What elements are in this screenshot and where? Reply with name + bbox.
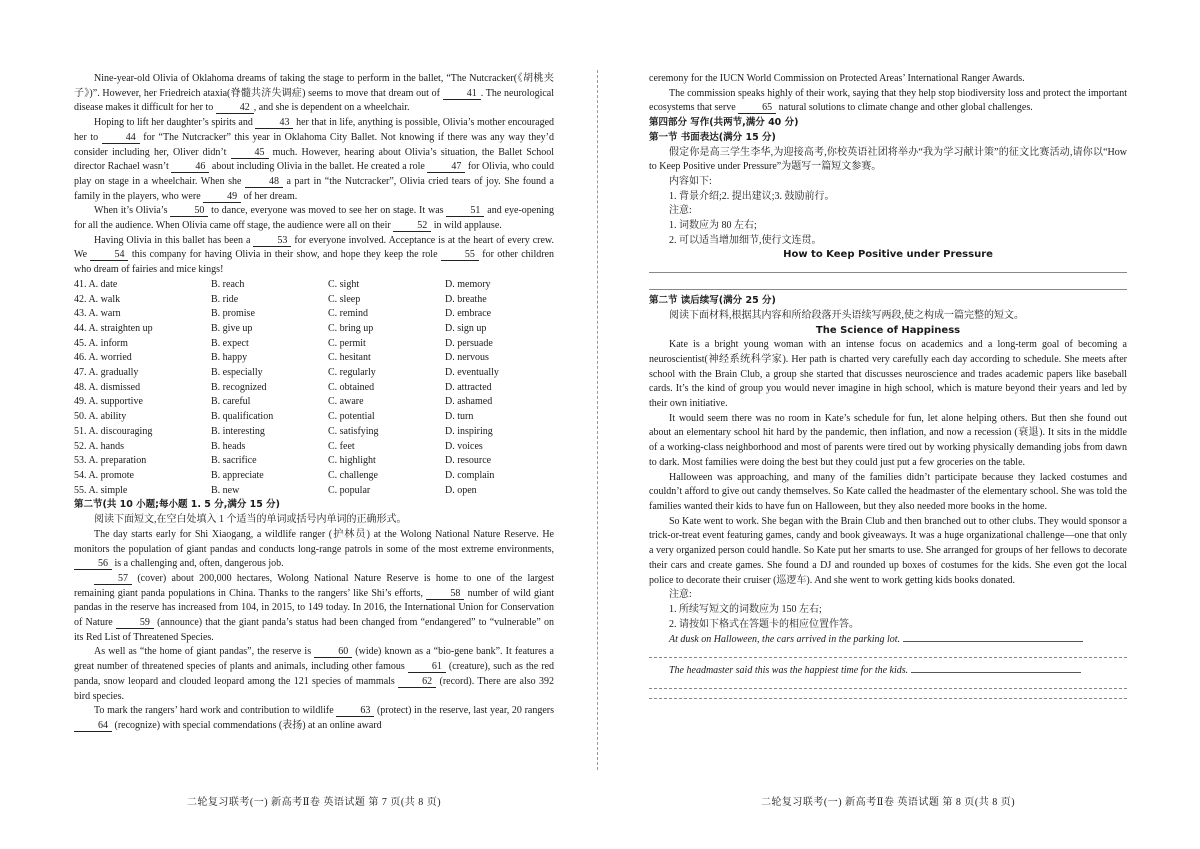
option-C[interactable]: C. remind [328,308,368,320]
page-8 [649,0,1127,849]
passage-text: (wide) known as a “bio-gene bank”. It features a great number of threatened species of plants and animals, including other famous [74,646,554,673]
option-D[interactable]: D. voices [445,440,483,452]
option-B[interactable]: B. careful [211,396,251,408]
option-row [74,484,554,499]
option-D[interactable]: D. embrace [445,308,492,320]
passage-text: The day starts early for Shi Xiaogang, a wildlife ranger (护林员) at the Wolong National Nature Reserve. He monitors the population of giant pandas and conducts long-range patrols in some of the most extreme environments, [74,528,554,555]
option-A[interactable]: 54. A. promote [74,469,134,481]
option-row [74,381,554,396]
option-C[interactable]: C. challenge [328,469,378,481]
option-B[interactable]: B. expect [211,337,249,349]
option-B[interactable]: B. promise [211,308,255,320]
sec1-heading: 第一节 书面表达(满分 15 分) [649,131,776,143]
blank-47[interactable]: 47 [427,161,465,173]
passage-text: of her dream. [241,190,298,202]
option-B[interactable]: B. give up [211,322,253,334]
option-B[interactable]: B. reach [211,278,245,290]
passage-text: much. However, hearing about Olivia’s situation, the Ballet School director Rachael wasn’t [74,146,554,173]
blank-65[interactable]: 65 [738,102,776,114]
page-8-column [649,72,1127,699]
essay-title: How to Keep Positive under Pressure [783,249,993,261]
answer-line[interactable] [649,273,1127,290]
answer-line[interactable] [903,632,1083,642]
option-A[interactable]: 49. A. supportive [74,396,143,408]
passage-text: (protect) in the reserve, last year, 20 rangers [374,705,554,717]
blank-54[interactable]: 54 [90,249,128,261]
passage-a-paragraph [74,204,554,233]
option-row [74,322,554,337]
passage-text: for Olivia, who could play on stage in a wheelchair. When she [74,161,555,187]
blank-53[interactable]: 53 [253,235,291,247]
answer-line[interactable] [649,648,1127,658]
passage-text: for everyone involved. Acceptance is at the heart of every crew. We [74,234,554,261]
story-paragraph: Kate is a bright young woman with an intense focus on academics and a long-term goal of becoming a neuroscientist(神经系统科学家). Her path is charted very carefully each day according to schedule. She meets after school with the Brain Club, a group she started that discusses neuroscience and trades academic papers like baseball cards. It’s the kind of group you would never imagine in high school, which is mature beyond their years and led by their own initiative. [649,339,1127,410]
option-D[interactable]: D. ashamed [445,396,493,408]
passage-text: (record). There are also 392 bird species. [74,675,554,702]
option-B[interactable]: B. especially [211,367,263,379]
passage-text: (creature), such as the red panda, snow leopard and clouded leopard among the 121 species of mammals [74,661,555,687]
option-A[interactable]: 45. A. inform [74,337,128,349]
passage-text: and eye-opening for all the audience. When Olivia came off stage, the audience were all on their [74,205,554,232]
option-D[interactable]: D. attracted [445,381,492,393]
option-row [74,395,554,410]
sec1-intro: 假定你是高三学生李华,为迎接高考,你校英语社团将举办“我为学习献计策”的征文比赛活动,请你以“How to Keep Positive under Pressure”为题写一篇短文参赛。 [649,146,1127,173]
option-D[interactable]: D. breathe [445,293,487,305]
option-D[interactable]: D. turn [445,411,474,423]
option-C[interactable]: C. bring up [328,322,374,334]
sec2-heading: 第二节 读后续写(满分 25 分) [649,295,776,307]
option-B[interactable]: B. recognized [211,381,267,393]
option-D[interactable]: D. inspiring [445,425,493,437]
answer-line[interactable] [649,263,1127,273]
option-C[interactable]: C. regularly [328,367,376,379]
passage-text: for other children who dream of fairies and mice kings! [74,249,554,276]
option-A[interactable]: 41. A. date [74,278,118,290]
story-paragraph: So Kate went to work. She began with the Brain Club and then branched out to other clubs. They would sponsor a trick-or-treat event featuring games, candy and book giveaways. It was a huge organizational challenge—one that only a very organized person could handle. So Kate put her smarts to use. She arranged for groups of her fellows to decorate their cars and create games. She found a DJ and rounded up boxes of costumes for the kids. She even got the local police to decorate their cruiser (巡逻车). And she went to work getting kids books donated. [649,515,1127,586]
option-row [74,293,554,308]
blank-44[interactable]: 44 [102,132,140,144]
passage-text: As well as “the home of giant pandas”, the reserve is [94,646,315,658]
page-7-footer: 二轮复习联考(一) 新高考Ⅱ卷 英语试题 第 7 页(共 8 页) [186,797,442,808]
story-paragraph: It would seem there was no room in Kate’s schedule for fun, let alone helping others. But then she found out about an elementary school hit hard by the pandemic, then inflation, and now a recession (衰退). It sits in the middle of a working-class neighborhood and most of parents were tired out by working physically demanding jobs from dawn to dark. Most families were doing the best but they could just put a few groceries on the table. [649,412,1127,468]
option-A[interactable]: 51. A. discouraging [74,425,153,437]
passage-text: for “The Nutcracker” this year in Oklahoma City Ballet. Not knowing if there was any way they’d consider including her, Oliver didn’t [74,131,554,158]
blank-52[interactable]: 52 [393,220,431,232]
option-B[interactable]: B. appreciate [211,469,264,481]
column-divider [597,70,598,770]
option-C[interactable]: C. permit [328,337,366,349]
passage-text: . The neurological disease makes it difficult for her to [74,87,554,114]
blank-61[interactable]: 61 [408,661,446,673]
blank-50[interactable]: 50 [170,205,208,217]
option-C[interactable]: C. aware [328,396,364,408]
option-B[interactable]: B. sacrifice [211,455,257,467]
blank-63[interactable]: 63 [336,705,374,717]
option-A[interactable]: 42. A. walk [74,293,121,305]
option-row [74,454,554,469]
passage-text: To mark the rangers’ hard work and contribution to wildlife [94,705,337,717]
answer-line[interactable] [649,679,1127,689]
sec2-instruction: 阅读下面材料,根据其内容和所给段落开头语续写两段,使之构成一篇完整的短文。 [669,309,1024,321]
blank-41[interactable]: 41 [443,88,481,100]
passage-b-paragraph [74,572,554,646]
blank-45[interactable]: 45 [231,147,269,159]
option-C[interactable]: C. highlight [328,455,376,467]
page-7 [74,0,554,849]
option-D[interactable]: D. eventually [445,367,499,379]
option-C[interactable]: C. obtained [328,381,375,393]
passage-a-paragraph [74,234,554,278]
option-row [74,440,554,455]
passage-text: Having Olivia in this ballet has been a [94,234,254,246]
story-title: The Science of Happiness [815,324,961,336]
sec1-note: 1. 词数应为 80 左右; [669,220,757,232]
option-D[interactable]: D. open [445,484,477,496]
page-8-footer: 二轮复习联考(一) 新高考Ⅱ卷 英语试题 第 8 页(共 8 页) [760,797,1016,808]
option-A[interactable]: 50. A. ability [74,411,127,423]
passage-text: her that in life, anything is possible, Olivia’s mother encouraged her to [74,117,555,143]
option-row [74,351,554,366]
option-row [74,337,554,352]
option-row [74,410,554,425]
passage-b-paragraph [649,87,1127,116]
blank-58[interactable]: 58 [426,588,464,600]
passage-text: Hoping to lift her daughter’s spirits and [94,117,256,129]
passage-text: (cover) about 200,000 hectares, Wolong National Nature Reserve is home to one of the largest remaining giant panda populations in China. Thanks to the rangers’ like Shi’s efforts, [74,572,554,599]
passage-text: to dance, everyone was moved to see her on stage. It was [208,205,447,217]
passage-text: this company for having Olivia in their show, and hope they keep the role [128,249,441,261]
blank-64[interactable]: 64 [74,720,112,732]
passage-text: natural solutions to climate change and other global challenges. [776,102,1033,114]
option-D[interactable]: D. complain [445,469,495,481]
sec2-note: 1. 所续写短文的词数应为 150 左右; [669,603,822,615]
sec2-note: 2. 请按如下格式在答题卡的相应位置作答。 [669,618,859,630]
passage-a-paragraph [74,116,554,204]
sec1-note: 2. 可以适当增加细节,使行文连贯。 [669,234,822,246]
option-B[interactable]: B. interesting [211,425,265,437]
passage-b-paragraph [74,704,554,733]
content-points: 1. 背景介绍;2. 提出建议;3. 鼓励前行。 [669,190,835,202]
passage-text: The commission speaks highly of their work, saying that they help stop biodiversity loss and protect the important ecosystems that serve [649,87,1127,114]
option-row [74,307,554,322]
passage-b-continued: ceremony for the IUCN World Commission on Protected Areas’ International Ranger Awards. [649,73,1025,84]
passage-text: (announce) that the giant panda’s status had been changed from “endangered” to “vulnerable” on its Red List of Threatened Species. [74,617,554,643]
option-C[interactable]: C. feet [328,440,355,452]
blank-62[interactable]: 62 [398,676,436,688]
option-A[interactable]: 48. A. dismissed [74,381,141,393]
passage-text: about including Olivia in the ballet. He created a role [209,161,428,173]
blank-51[interactable]: 51 [446,205,484,217]
option-B[interactable]: B. new [211,484,240,496]
blank-46[interactable]: 46 [171,161,209,173]
blank-56[interactable]: 56 [74,558,112,570]
option-C[interactable]: C. hesitant [328,352,371,364]
part4-heading: 第四部分 写作(共两节,满分 40 分) [649,117,799,129]
blank-55[interactable]: 55 [441,249,479,261]
option-A[interactable]: 55. A. simple [74,484,128,496]
passage-text: number of wild giant pandas in the reserve has increased from 104, in 2015, to 149 today. In 2016, the International Union for Conservation of Nature [74,587,554,629]
passage-text: , and she is dependent on a wheelchair. [253,102,410,114]
section2-instruction: 阅读下面短文,在空白处填入 1 个适当的单词或括号内单词的正确形式。 [94,514,407,526]
passage-b-paragraph [74,528,554,572]
option-D[interactable]: D. persuade [445,337,493,349]
option-row [74,366,554,381]
answer-line[interactable] [911,663,1081,673]
section2-heading: 第二节(共 10 小题;每小题 1. 5 分,满分 15 分) [74,499,281,511]
note-label: 注意: [669,205,692,217]
note-label: 注意: [669,589,692,601]
option-C[interactable]: C. satisfying [328,425,379,437]
para-start-2: The headmaster said this was the happiest time for the kids. [669,665,909,677]
para-start-1: At dusk on Halloween, the cars arrived in the parking lot. [669,634,901,646]
option-A[interactable]: 46. A. worried [74,352,132,364]
option-D[interactable]: D. resource [445,455,492,467]
option-B[interactable]: B. happy [211,352,248,364]
option-D[interactable]: D. memory [445,278,491,290]
option-B[interactable]: B. ride [211,293,239,305]
passage-text: When it’s Olivia’s [94,205,171,217]
content-label: 内容如下: [669,175,712,187]
option-A[interactable]: 43. A. warn [74,308,121,320]
passage-text: (recognize) with special commendations (表扬) at an online award [112,719,382,731]
option-A[interactable]: 47. A. gradually [74,367,139,379]
blank-43[interactable]: 43 [255,117,293,129]
passage-text: Nine-year-old Olivia of Oklahoma dreams of taking the stage to perform in the ballet, “The Nutcracker(《胡桃夹子》)”. However, her Friedreich ataxia(脊髓共济失调症) seems to move that dream out of [74,73,554,99]
option-B[interactable]: B. qualification [211,411,274,423]
option-A[interactable]: 52. A. hands [74,440,124,452]
story-paragraph: Halloween was approaching, and many of the families didn’t participate because they lacked costumes and couldn’t afford to give out candy themselves. So Kate called the headmaster of the elementary school. She was told the families wanted their kids to have fun on Halloween, but they also needed more books in the home. [649,471,1127,512]
page-7-column [74,72,554,734]
para-start-1-row [649,632,1127,648]
option-row [74,425,554,440]
passage-b-paragraph [74,645,554,704]
para-start-2-row [649,663,1127,679]
blank-48[interactable]: 48 [245,176,283,188]
option-C[interactable]: C. potential [328,411,375,423]
option-C[interactable]: C. sight [328,278,360,290]
answer-line[interactable] [649,689,1127,699]
blank-49[interactable]: 49 [203,191,241,203]
option-D[interactable]: D. sign up [445,322,487,334]
passage-text: a part in “the Nutcracker”, Olivia cried tears of joy. She found a family in the players, who were [74,175,554,202]
blank-59[interactable]: 59 [116,617,154,629]
option-D[interactable]: D. nervous [445,352,489,364]
option-C[interactable]: C. popular [328,484,371,496]
option-row [74,469,554,484]
option-A[interactable]: 53. A. preparation [74,455,147,467]
blank-42[interactable]: 42 [216,102,254,114]
passage-text: is a challenging and, often, dangerous job. [112,558,284,570]
blank-60[interactable]: 60 [314,646,352,658]
passage-a-paragraph [74,72,554,116]
option-A[interactable]: 44. A. straighten up [74,322,153,334]
option-C[interactable]: C. sleep [328,293,361,305]
passage-text: in wild applause. [431,220,502,232]
option-row [74,278,554,293]
option-B[interactable]: B. heads [211,440,246,452]
options-table [74,278,554,499]
blank-57[interactable]: 57 [94,573,132,585]
